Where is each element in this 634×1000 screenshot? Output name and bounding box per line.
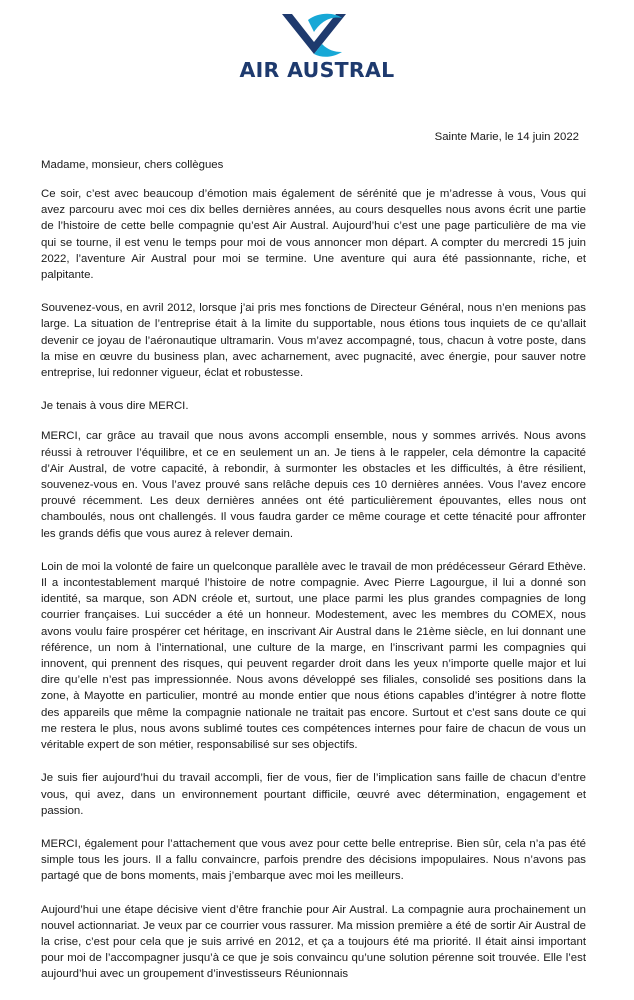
place-date: Sainte Marie, le 14 juin 2022	[434, 131, 579, 143]
paragraph: Je tenais à vous dire MERCI.	[41, 400, 189, 413]
letterhead	[0, 0, 634, 90]
salutation: Madame, monsieur, chers collègues	[41, 159, 224, 171]
paragraph: MERCI, également pour l’attachement que vous avez pour cette belle entreprise. Bien sûr, cela n’a pas été simple tous les jours. Il a fallu convaincre, parfois prendre des décisions impopulaires. Nous n’avons pas partagé que de bons moments, mais j’embarque avec moi les meilleurs.	[41, 837, 586, 883]
paragraph: Aujourd’hui une étape décisive vient d’être franchie pour Air Austral. La compagnie aura prochainement un nouvel actionnariat. Je veux par ce courrier vous rassurer. Ma mission première a été de sortir Air Austral de la crise, c’est pour cela que je suis arrivé en 2012, et ça a toujours été ma priorité. Il était ainsi important pour moi de l’accompagner jusqu’à ce que je sois convaincu qu’une solution pérenne soit trouvée. Elle l’est aujourd’hui avec un groupement d’investisseurs Réunionnais	[41, 903, 586, 981]
paragraph: Souvenez-vous, en avril 2012, lorsque j’ai pris mes fonctions de Directeur Général, nous n’en menions pas large. La situation de l’entreprise était à la limite du supportable, nous étions tous inquiets de ce qu’allait devenir ce joyau de l’aéronautique ultramarin. Vous m’avez accompagné, tous, chacun à votre poste, dans la mise en œuvre du business plan, avec acharnement, avec pugnacité, avec énergie, pour sauver notre entreprise, lui redonner vigueur, éclat et robustesse.	[41, 302, 586, 380]
letter-body	[41, 186, 586, 1000]
paragraph: Loin de moi la volonté de faire un quelconque parallèle avec le travail de mon prédécesseur Gérard Ethève. Il a incontestablement marqué l’histoire de notre compagnie. Avec Pierre Lagourgue, il lui a donné son identité, sa marque, son ADN créole et, surtout, une place parmi les plus grandes compagnies de long courrier françaises. Lui succéder a été un honneur. Modestement, avec les membres du COMEX, nous avons voulu faire prospérer cet héritage, en inscrivant Air Austral dans le 21ème siècle, en lui donnant une référence, un nom à l’international, une culture de la marge, en l’inscrivant parmi les compagnies qui innovent, qui prennent des risques, qui peuvent regarder droit dans les yeux n’importe quelle major et lui dire qu’elle n’est pas impressionnée. Nous avons développé ses filiales, consolidé ses positions dans la zone, à Mayotte en particulier, montré au monde entier que nous étions capables d’intégrer à notre flotte des appareils que même la compagnie nationale ne traitait pas encore. Surtout et c’est sans doute ce qui me restera le plus, nous avons sublimé toutes ces compétences internes pour faire de chacun de vous un véritable expert de son métier, responsabilisé sur ses objectifs.	[41, 560, 586, 752]
paragraph: MERCI, car grâce au travail que nous avons accompli ensemble, nous y sommes arrivés. Nous avons réussi à retrouver l’équilibre, et ce en seulement un an. Je tiens à le rappeler, cela démontre la capacité d’Air Austral, de votre capacité, à rebondir, à surmonter les obstacles et les difficultés, à être résilient, souvenez-vous en. Vous l’avez prouvé sans relâche depuis ces 10 dernières années. Vous l’avez encore prouvé récemment. Les deux dernières années ont été particulièrement épouvantes, elles nous ont chamboulés, nous ont challengés. Il vous faudra garder ce même courage et cette ténacité pour affronter les grands défis que vous aurez à relever demain.	[41, 430, 586, 540]
air-austral-bird-logo-icon	[278, 10, 350, 62]
paragraph: Je suis fier aujourd’hui du travail accompli, fier de vous, fier de l’implication sans faille de chacun d’entre vous, qui avez, dans un environnement pourtant difficile, œuvré avec détermination, engagement et passion.	[41, 772, 586, 817]
brand-wordmark: AIR AUSTRAL	[239, 58, 395, 82]
paragraph: Ce soir, c’est avec beaucoup d’émotion mais également de sérénité que je m’adresse à vous, Vous qui avez parcouru avec moi ces dix belles dernières années, au cours desquelles nous avons écrit une partie de l’histoire de cette belle compagnie qu’est Air Austral. Aujourd’hui c’est une page particulière de ma vie qui se tourne, il est venu le temps pour moi de vous annoncer mon départ. A compter du mercredi 15 juin 2022, l’aventure Air Austral pour moi se termine. Une aventure qui aura été passionnante, riche, et palpitante.	[41, 188, 586, 282]
